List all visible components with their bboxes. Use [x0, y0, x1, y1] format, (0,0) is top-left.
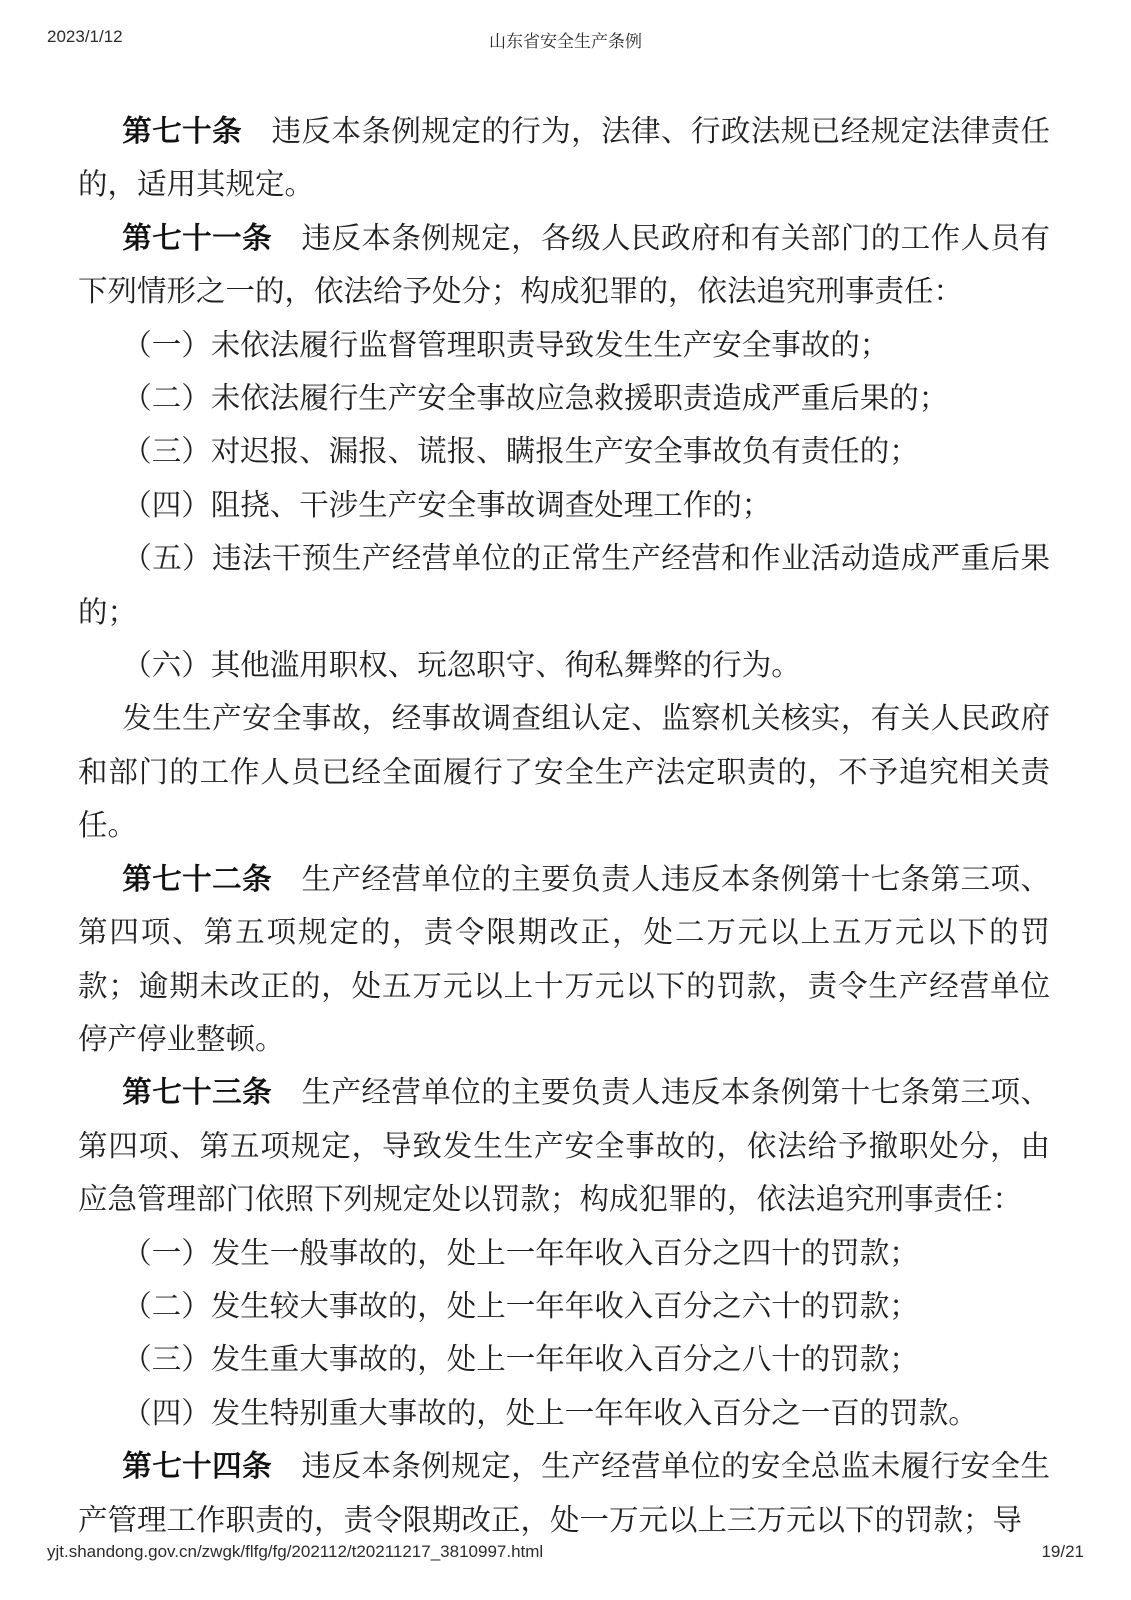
print-header — [47, 27, 1084, 49]
header-title: 山东省安全生产条例 — [489, 32, 642, 51]
article-72-paragraph — [78, 854, 1050, 1068]
article-71-item-6: （六）其他滥用职权、玩忽职守、徇私舞弊的行为。 — [122, 650, 801, 683]
article-71-paragraph — [78, 213, 1050, 320]
article-70-number: 第七十条 — [122, 116, 243, 148]
article-73-item-3: （三）发生重大事故的，处上一年年收入百分之八十的罚款； — [122, 1344, 919, 1377]
footer-url: yjt.shandong.gov.cn/zwgk/flfg/fg/202112/t20211217_3810997.html — [47, 1542, 544, 1561]
header-date: 2023/1/12 — [47, 27, 123, 46]
footer-page-number: 19/21 — [1041, 1542, 1084, 1561]
article-73-item-1: （一）发生一般事故的，处上一年年收入百分之四十的罚款； — [122, 1237, 919, 1270]
article-72-number: 第七十二条 — [122, 863, 273, 896]
article-73-item-2: （二）发生较大事故的，处上一年年收入百分之六十的罚款； — [122, 1290, 919, 1323]
article-71-number: 第七十一条 — [122, 222, 273, 255]
article-70-text: 违反本条例规定的行为，法律、行政法规已经规定法律责任的，适用其规定。 — [78, 116, 1050, 202]
article-74-text: 违反本条例规定，生产经营单位的安全总监未履行安全生产管理工作职责的，责令限期改正，处一万元以上三万元以下的罚款；导 — [78, 1451, 1050, 1537]
article-73-text: 生产经营单位的主要负责人违反本条例第十七条第三项、第四项、第五项规定，导致发生生产安全事故的，依法给予撤职处分，由应急管理部门依照下列规定处以罚款；构成犯罪的，依法追究刑事责任： — [78, 1077, 1050, 1217]
article-73-paragraph — [78, 1067, 1050, 1227]
article-71-item-5: （五）违法干预生产经营单位的正常生产经营和作业活动造成严重后果的； — [78, 543, 1050, 629]
article-71-item-2: （二）未依法履行生产安全事故应急救援职责造成严重后果的； — [122, 383, 949, 416]
article-72-text: 生产经营单位的主要负责人违反本条例第十七条第三项、第四项、第五项规定的，责令限期改正，处二万元以上五万元以下的罚款；逾期未改正的，处五万元以上十万元以下的罚款，责令生产经营单位停产停业整顿。 — [78, 863, 1050, 1056]
article-73-number: 第七十三条 — [122, 1077, 273, 1110]
article-71-text: 违反本条例规定，各级人民政府和有关部门的工作人员有下列情形之一的，依法给予处分；构成犯罪的，依法追究刑事责任： — [78, 222, 1050, 309]
article-71-item-1: （一）未依法履行监督管理职责导致发生生产安全事故的； — [122, 329, 890, 362]
article-71-closing-paragraph: 发生生产安全事故，经事故调查组认定、监察机关核实，有关人民政府和部门的工作人员已经全面履行了安全生产法定职责的，不予追究相关责任。 — [78, 703, 1050, 843]
print-footer — [47, 1542, 1084, 1564]
article-73-item-4: （四）发生特别重大事故的，处上一年年收入百分之一百的罚款。 — [122, 1397, 978, 1430]
article-74-number: 第七十四条 — [122, 1451, 273, 1484]
article-71-item-4: （四）阻挠、干涉生产安全事故调查处理工作的； — [122, 489, 772, 522]
article-70-paragraph — [78, 106, 1050, 213]
article-body — [78, 106, 1050, 1548]
article-74-paragraph — [78, 1441, 1050, 1548]
article-71-item-3: （三）对迟报、漏报、谎报、瞒报生产安全事故负有责任的； — [122, 436, 919, 469]
